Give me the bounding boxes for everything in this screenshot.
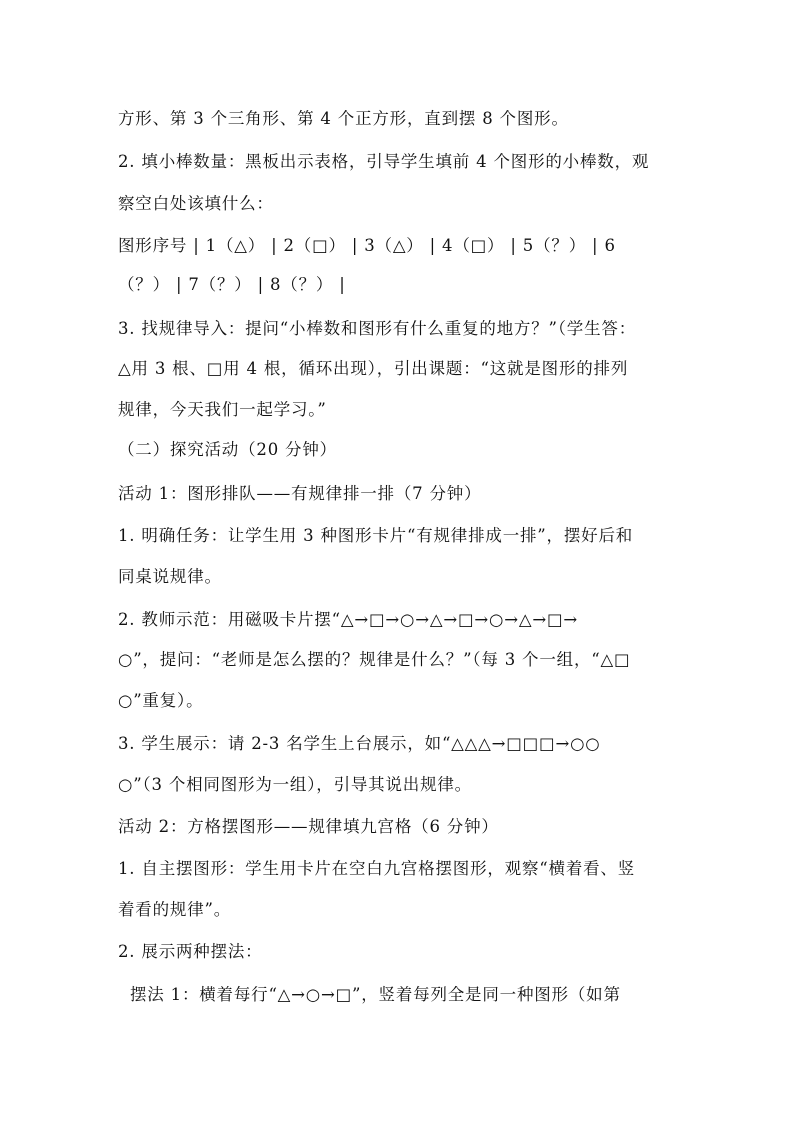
text-line: ○”（3 个相同图形为一组），引导其说出规律。 [118,775,472,794]
text-line: 3. 找规律导入：提问“小棒数和图形有什么重复的地方？”（学生答： [118,319,637,338]
text-line: △用 3 根、□用 4 根，循环出现），引出课题：“这就是图形的排列 [118,359,629,378]
text-line: 方形、第 3 个三角形、第 4 个正方形，直到摆 8 个图形。 [118,109,569,128]
text-line: ○”，提问：“老师是怎么摆的？规律是什么？”（每 3 个一组，“△□ [118,650,631,669]
table-text-line: （？） | 7（？） | 8（？） | [118,275,346,294]
table-text-line: 图形序号 | 1（△） | 2（□） | 3（△） | 4（□） | 5（？） | 6 [118,236,616,255]
text-line: 2. 展示两种摆法： [118,942,263,961]
text-line: 1. 明确任务：让学生用 3 种图形卡片“有规律排成一排”，摆好后和 [118,526,634,545]
text-line: 同桌说规律。 [118,567,222,586]
activity-heading: 活动 2：方格摆图形——规律填九宫格（6 分钟） [118,817,499,836]
text-line: 2. 填小棒数量：黑板出示表格，引导学生填前 4 个图形的小棒数，观 [118,152,650,171]
text-line: ○”重复）。 [118,691,204,710]
text-line: 摆法 1：横着每行“△→○→□”，竖着每列全是同一种图形（如第 [130,985,621,1004]
text-line: 着看的规律”。 [118,900,232,919]
text-line: 察空白处该填什么： [118,194,274,213]
text-line: 1. 自主摆图形：学生用卡片在空白九宫格摆图形，观察“横着看、竖 [118,859,636,878]
text-line: 规律，今天我们一起学习。” [118,400,327,419]
activity-heading: 活动 1：图形排队——有规律排一排（7 分钟） [118,484,482,503]
section-heading: （二）探究活动（20 分钟） [118,440,337,459]
text-line: 2. 教师示范：用磁吸卡片摆“△→□→○→△→□→○→△→□→ [118,610,578,629]
text-line: 3. 学生展示：请 2-3 名学生上台展示，如“△△△→□□□→○○ [118,734,601,753]
